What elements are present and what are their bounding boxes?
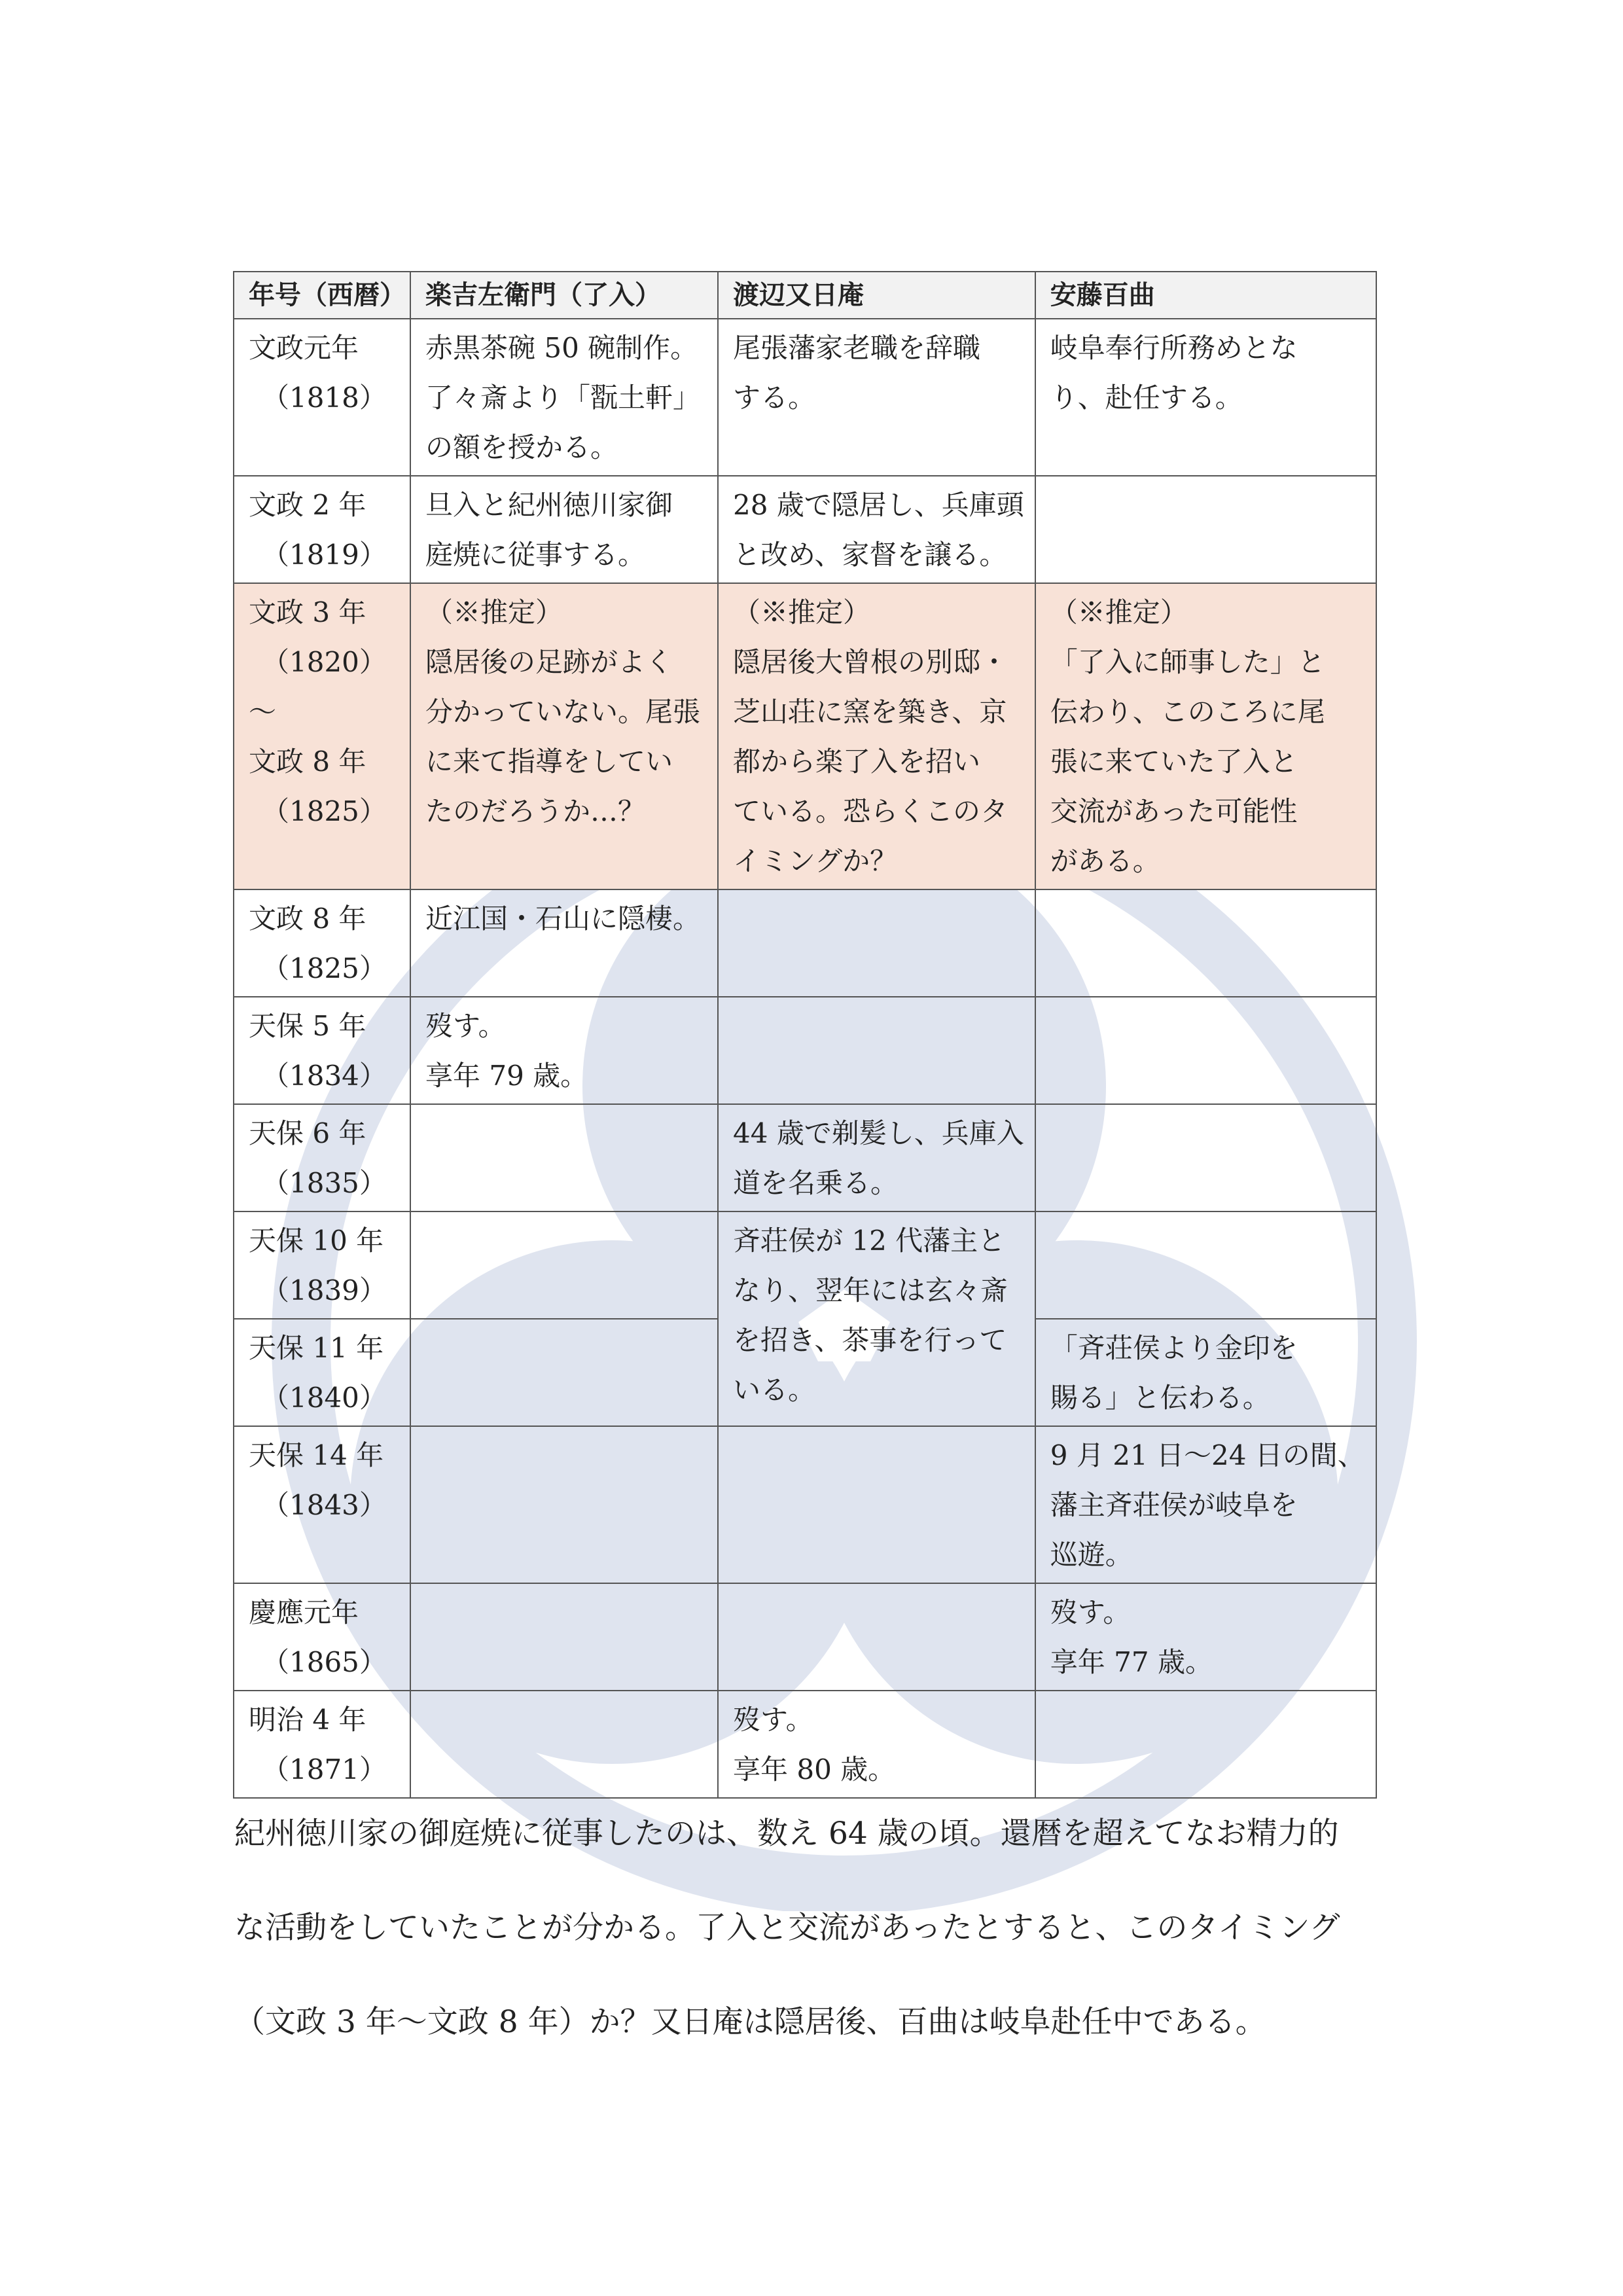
- cell-line: 文政元年: [249, 332, 359, 364]
- watanabe-cell: [718, 583, 1035, 889]
- cell-line: 隠居後大曾根の別邸・: [733, 646, 1008, 678]
- header-era: 年号（西暦）: [234, 272, 410, 319]
- cell-line: 隠居後の足跡がよく: [425, 646, 673, 678]
- paragraph-line: （文政 3 年〜文政 8 年）か？又日庵は隠居後、百曲は岐阜赴任中である。: [234, 2004, 1266, 2040]
- cell-line: （1843）: [262, 1489, 387, 1521]
- raku-cell: [410, 1691, 718, 1798]
- paragraph-line: な活動をしていたことが分かる。了入と交流があったとすると、このタイミング: [234, 1910, 1340, 1946]
- table-row: [234, 1583, 1376, 1691]
- table-row: [234, 997, 1376, 1104]
- cell-line: （1819）: [262, 539, 387, 571]
- cell-line: 伝わり、このころに尾: [1050, 696, 1325, 728]
- cell-line: （1835）: [262, 1167, 387, 1199]
- watanabe-cell: [718, 1583, 1035, 1691]
- cell-line: 28 歳で隠居し、兵庫頭: [733, 489, 1024, 521]
- cell-line: 斉荘侯が 12 代藩主と: [733, 1225, 1006, 1257]
- cell-line: （1839）: [262, 1274, 387, 1306]
- cell-line: ている。恐らくこのタ: [733, 795, 1008, 827]
- cell-line: と改め、家督を譲る。: [733, 539, 1007, 571]
- cell-line: （※推定）: [1050, 596, 1188, 628]
- watanabe-cell: [718, 997, 1035, 1104]
- raku-cell: [410, 583, 718, 889]
- cell-line: 道を名乗る。: [733, 1167, 899, 1199]
- table-row: [234, 1426, 1376, 1583]
- era-cell: [234, 583, 410, 889]
- timeline-table: [233, 271, 1377, 1799]
- header-raku: 楽吉左衛門（了入）: [410, 272, 718, 319]
- cell-line: なり、翌年には玄々斎: [733, 1274, 1008, 1306]
- era-cell: [234, 1583, 410, 1691]
- cell-line: 天保 10 年: [249, 1225, 384, 1257]
- table-row-highlighted: [234, 583, 1376, 889]
- cell-line: 天保 11 年: [249, 1332, 384, 1364]
- cell-line: 享年 80 歳。: [733, 1753, 896, 1785]
- era-cell: [234, 319, 410, 476]
- cell-line: 賜る」と伝わる。: [1050, 1382, 1270, 1414]
- cell-line: 「斉荘侯より金印を: [1050, 1332, 1298, 1364]
- cell-line: 旦入と紀州徳川家御: [425, 489, 673, 521]
- table-row: [234, 1104, 1376, 1211]
- cell-line: （1825）: [262, 795, 387, 827]
- cell-line: 尾張藩家老職を辞職: [733, 332, 981, 364]
- cell-line: 「了入に師事した」と: [1050, 646, 1325, 678]
- era-cell: [234, 1426, 410, 1583]
- cell-line: 岐阜奉行所務めとな: [1050, 332, 1298, 364]
- cell-line: 張に来ていた了入と: [1050, 745, 1298, 778]
- cell-line: 文政 3 年: [249, 596, 366, 628]
- watanabe-cell: [718, 1104, 1035, 1211]
- era-cell: [234, 1691, 410, 1798]
- cell-line: （1840）: [262, 1382, 387, 1414]
- cell-line: する。: [733, 382, 816, 414]
- watanabe-cell-merged: [718, 1211, 1035, 1426]
- cell-line: （1871）: [262, 1753, 387, 1785]
- table-header-row: [234, 272, 1376, 319]
- cell-line: 歿す。: [425, 1010, 506, 1042]
- body-paragraph: [234, 1787, 1412, 2070]
- cell-line: り、赴任する。: [1050, 382, 1243, 414]
- ando-cell: [1035, 997, 1376, 1104]
- ando-cell: [1035, 319, 1376, 476]
- cell-line: がある。: [1050, 845, 1160, 877]
- cell-line: 慶應元年: [249, 1596, 359, 1628]
- raku-cell: [410, 1104, 718, 1211]
- era-cell: [234, 889, 410, 997]
- era-cell: [234, 1211, 410, 1319]
- cell-line: 近江国・石山に隠棲。: [425, 903, 701, 935]
- ando-cell: [1035, 583, 1376, 889]
- paragraph-line: 紀州徳川家の御庭焼に従事したのは、数え 64 歳の頃。還暦を超えてなお精力的: [234, 1816, 1339, 1852]
- raku-cell: [410, 1319, 718, 1426]
- cell-line: 藩主斉荘侯が岐阜を: [1050, 1489, 1298, 1521]
- raku-cell: [410, 319, 718, 476]
- era-cell: [234, 997, 410, 1104]
- ando-cell: [1035, 1319, 1376, 1426]
- raku-cell: [410, 1426, 718, 1583]
- cell-line: （1818）: [262, 382, 387, 414]
- cell-line: 歿す。: [1050, 1596, 1131, 1628]
- cell-line: 天保 5 年: [249, 1010, 366, 1042]
- cell-line: （1865）: [262, 1646, 387, 1678]
- cell-line: 天保 6 年: [249, 1117, 366, 1149]
- cell-line: （※推定）: [733, 596, 871, 628]
- cell-line: 庭焼に従事する。: [425, 539, 646, 571]
- watanabe-cell: [718, 1691, 1035, 1798]
- cell-line: 享年 77 歳。: [1050, 1646, 1213, 1678]
- era-cell: [234, 1319, 410, 1426]
- cell-line: 〜: [249, 696, 277, 728]
- ando-cell: [1035, 1104, 1376, 1211]
- cell-line: （※推定）: [425, 596, 563, 628]
- ando-cell: [1035, 476, 1376, 583]
- watanabe-cell: [718, 476, 1035, 583]
- cell-line: に来て指導をしてい: [425, 745, 673, 778]
- table-row: [234, 889, 1376, 997]
- cell-line: （1834）: [262, 1060, 387, 1092]
- raku-cell: [410, 889, 718, 997]
- era-cell: [234, 476, 410, 583]
- cell-line: 明治 4 年: [249, 1704, 366, 1736]
- cell-line: 44 歳で剃髪し、兵庫入: [733, 1117, 1024, 1149]
- header-watanabe: 渡辺又日庵: [718, 272, 1035, 319]
- table-row: [234, 1691, 1376, 1798]
- cell-line: 赤黒茶碗 50 碗制作。: [425, 332, 698, 364]
- era-cell: [234, 1104, 410, 1211]
- cell-line: 9 月 21 日〜24 日の間、: [1050, 1439, 1365, 1471]
- table-row: [234, 319, 1376, 476]
- cell-line: 交流があった可能性: [1050, 795, 1298, 827]
- raku-cell: [410, 997, 718, 1104]
- raku-cell: [410, 1211, 718, 1319]
- cell-line: 都から楽了入を招い: [733, 745, 981, 778]
- cell-line: 文政 8 年: [249, 903, 366, 935]
- ando-cell: [1035, 889, 1376, 997]
- cell-line: 巡遊。: [1050, 1539, 1133, 1571]
- cell-line: （1820）: [262, 646, 387, 678]
- cell-line: 文政 2 年: [249, 489, 366, 521]
- watanabe-cell: [718, 889, 1035, 997]
- ando-cell: [1035, 1426, 1376, 1583]
- cell-line: （1825）: [262, 952, 387, 984]
- cell-line: 享年 79 歳。: [425, 1060, 588, 1092]
- cell-line: 分かっていない。尾張: [425, 696, 701, 728]
- ando-cell: [1035, 1583, 1376, 1691]
- cell-line: 歿す。: [733, 1704, 813, 1736]
- cell-line: イミングか？: [733, 845, 898, 877]
- header-ando: 安藤百曲: [1035, 272, 1376, 319]
- cell-line: 芝山荘に窯を築き、京: [733, 696, 1007, 728]
- cell-line: たのだろうか…？: [425, 795, 646, 827]
- cell-line: を招き、茶事を行って: [733, 1324, 1007, 1356]
- table-row: [234, 476, 1376, 583]
- raku-cell: [410, 476, 718, 583]
- cell-line: 天保 14 年: [249, 1439, 384, 1471]
- ando-cell: [1035, 1211, 1376, 1319]
- cell-line: 了々斎より「翫土軒」: [425, 382, 701, 414]
- table-row: [234, 1211, 1376, 1319]
- cell-line: の額を授かる。: [425, 431, 618, 463]
- ando-cell: [1035, 1691, 1376, 1798]
- cell-line: 文政 8 年: [249, 745, 366, 778]
- cell-line: いる。: [733, 1374, 816, 1406]
- raku-cell: [410, 1583, 718, 1691]
- watanabe-cell: [718, 319, 1035, 476]
- watanabe-cell: [718, 1426, 1035, 1583]
